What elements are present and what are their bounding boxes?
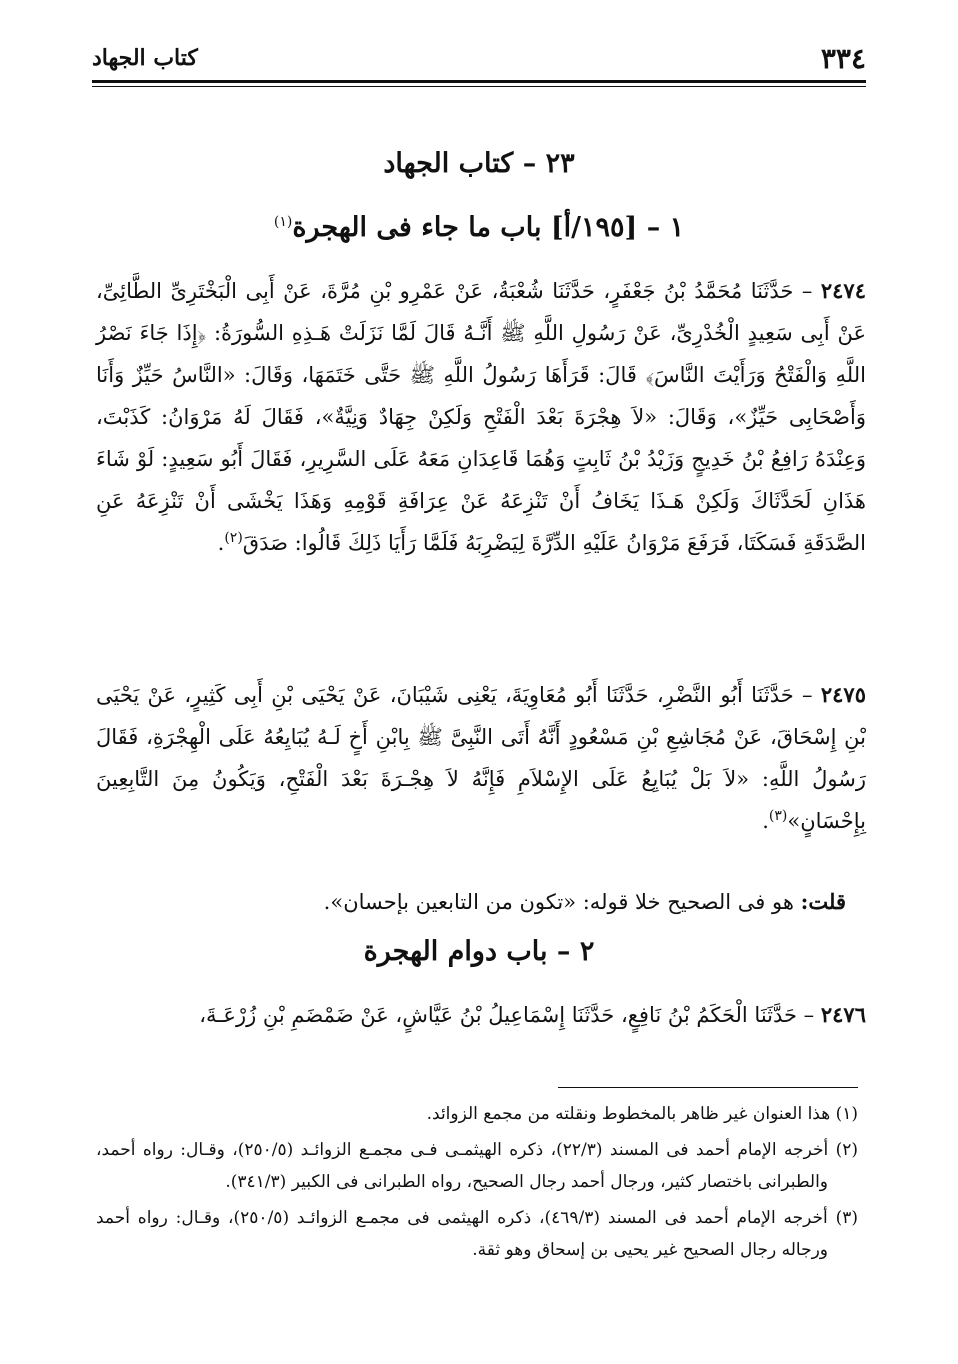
hadith-number: ٢٤٧٦ (820, 1002, 866, 1027)
section-title-1-text: ١ – [١٩٥/أ] باب ما جاء فى الهجرة (292, 212, 685, 243)
footnote-2: (٢) أخرجه الإمام أحمد فى المسند (٢٢/٣)، ذكره الهيثمـى فـى مجمـع الزوائـد (٢٥٠/٥)، وقـال: رواه أحمد، والطبرانى باختصار كثير، ورجال أحمد رجال الصحيح، رواه الطبرانى فى الكبير (٣٤١/٣). (96, 1140, 858, 1192)
footnote-ref-2[interactable]: (٢) (224, 530, 243, 546)
section-title-2-text: ٢ – باب دوام الهجرة (363, 936, 595, 967)
footnote-ref-1[interactable]: (١) (273, 214, 293, 230)
section-title-2 (92, 936, 866, 967)
comment-text: هو فى الصحيح خلا قوله: «تكون من التابعين بإحسان». (323, 890, 794, 914)
hadith-text: – حَدَّثَنَا مُحَمَّدُ بْنُ جَعْفَرٍ، حَدَّثَنَا شُعْبَةُ، عَنْ عَمْرِو بْنِ مُرَّةَ، عَنْ أَبِى الْبَخْتَرِىِّ الطَّائِىِّ، عَنْ أَبِى سَعِيدٍ الْخُدْرِىِّ، عَنْ رَسُولِ اللَّهِ ﷺ أَنَّـهُ قَالَ لَمَّا نَزَلَتْ هَـذِهِ السُّورَةُ: ﴿إِذَا جَاءَ نَصْرُ اللَّهِ وَالْفَتْحُ وَرَأَيْتَ النَّاسَ﴾ قَالَ: قَرَأَهَا رَسُولُ اللَّهِ ﷺ حَتَّى خَتَمَهَا، وَقَالَ: «النَّاسُ حَيِّزٌ وَأَنَا وَأَصْحَابِى حَيِّزٌ»، وَقَالَ: «لاَ هِجْرَةَ بَعْدَ الْفَتْحِ وَلَكِنْ جِهَادٌ وَنِيَّةٌ»، فَقَالَ لَهُ مَرْوَانُ: كَذَبْتَ، وَعِنْدَهُ رَافِعُ بْنُ خَدِيجٍ وَزَيْدُ بْنُ ثَابِتٍ وَهُمَا قَاعِدَانِ مَعَهُ عَلَى السَّرِيرِ، فَقَالَ أَبُو سَعِيدٍ: لَوْ شَاءَ هَذَانِ لَحَدَّثَاكَ وَلَكِنْ هَـذَا يَخَافُ أَنْ تَنْزِعَهُ عَنْ عِرَافَةِ قَوْمِهِ وَهَذَا يَخْشَى أَنْ تَنْزِعَهُ عَنِ الصَّدَقَةِ فَسَكَتَا، فَرَفَعَ مَرْوَانُ عَلَيْهِ الدِّرَّةَ لِيَضْرِبَهُ فَلَمَّا رَأَيَا ذَلِكَ قَالُوا: صَدَقَ (96, 279, 866, 555)
book-name: كتاب الجهاد (92, 45, 198, 71)
hadith-end: . (762, 809, 769, 833)
hadith-number: ٢٤٧٤ (820, 278, 866, 303)
hadith-text: – حَدَّثَنَا الْحَكَمُ بْنُ نَافِعٍ، حَدَّثَنَا إِسْمَاعِيلُ بْنُ عَيَّاشٍ، عَنْ ضَمْضَمِ بْنِ زُرْعَـةَ، (199, 1003, 815, 1027)
hadith-2475 (96, 674, 866, 842)
editor-comment (92, 882, 846, 922)
hadith-2474 (96, 270, 866, 564)
hadith-number: ٢٤٧٥ (820, 682, 866, 707)
hadith-text: – حَدَّثَنَا أَبُو النَّضْرِ، حَدَّثَنَا أَبُو مُعَاوِيَةَ، يَعْنِى شَيْبَانَ، عَنْ يَحْيَى بْنِ أَبِى كَثِيرٍ، عَنْ يَحْيَى بْنِ إِسْحَاقَ، عَنْ مُجَاشِعِ بْنِ مَسْعُودٍ أَنَّهُ أَتَى النَّبِىَّ ﷺ بِابْنِ أَخٍ لَـهُ يُبَايِعُهُ عَلَى الْهِجْرَةِ، فَقَالَ رَسُولُ اللَّهِ: «لاَ بَلْ يُبَايِعُ عَلَى الإِسْلاَمِ فَإِنَّهُ لاَ هِجْـرَةَ بَعْدَ الْفَتْحِ، وَيَكُونُ مِنَ التَّابِعِينَ بِإِحْسَانٍ» (96, 683, 866, 833)
hadith-2476 (96, 994, 866, 1036)
comment-label: قلت: (800, 889, 846, 914)
hadith-end: . (217, 531, 225, 555)
header-rule-thin (92, 86, 866, 87)
running-header (92, 36, 866, 80)
header-rule-thick (92, 80, 866, 83)
section-title-1 (92, 212, 866, 243)
footnotes (96, 1098, 858, 1270)
footnote-3: (٣) أخرجه الإمام أحمد فى المسند (٤٦٩/٣)، ذكره الهيثمى فى مجمـع الزوائـد (٢٥٠/٥)، وقـال: رواه أحمد ورجاله رجال الصحيح غير يحيى بن إسحاق وهو ثقة. (96, 1208, 858, 1260)
chapter-title (92, 148, 866, 179)
footnote-1: (١) هذا العنوان غير ظاهر بالمخطوط ونقلته من مجمع الزوائد. (426, 1104, 858, 1124)
chapter-title-text: ٢٣ – كتاب الجهاد (383, 148, 575, 179)
footnote-ref-3[interactable]: (٣) (768, 808, 788, 824)
footnote-separator (558, 1087, 858, 1088)
page-number: ٣٣٤ (820, 41, 866, 75)
